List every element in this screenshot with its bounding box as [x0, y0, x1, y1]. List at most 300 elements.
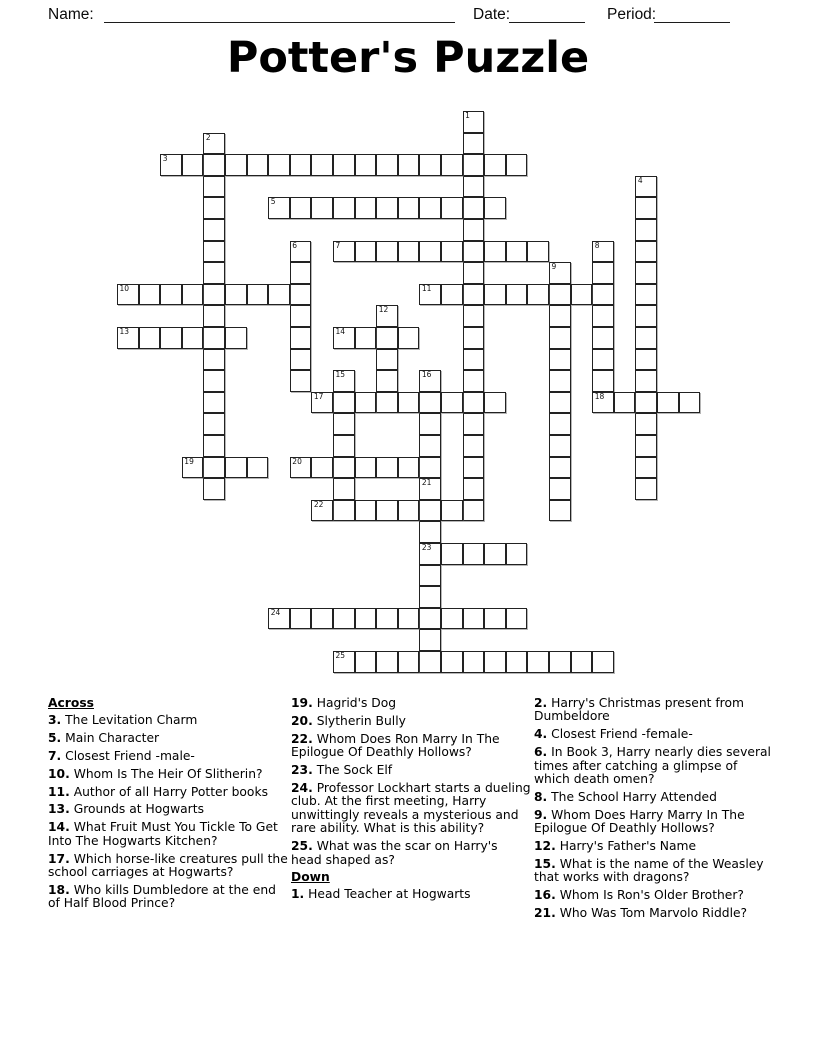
cell-number: 13 [119, 327, 130, 336]
crossword-cell [527, 284, 549, 306]
crossword-cell [463, 349, 485, 371]
clue-number: 25. [291, 839, 313, 854]
crossword-cell [290, 370, 312, 392]
clue-text: What is the name of the Weasley that works with dragons? [534, 857, 764, 885]
crossword-cell [419, 457, 441, 479]
crossword-cell [355, 500, 377, 522]
crossword-cell [376, 241, 398, 263]
crossword-cell [160, 327, 182, 349]
crossword-cell [290, 262, 312, 284]
crossword-cell [398, 197, 420, 219]
crossword-cell [549, 435, 571, 457]
crossword-cell [463, 133, 485, 155]
crossword-cell [376, 197, 398, 219]
clue-text: Author of all Harry Potter books [69, 784, 268, 799]
clue-8 [534, 791, 775, 804]
crossword-cell [203, 197, 225, 219]
crossword-cell [463, 651, 485, 673]
crossword-cell [203, 133, 225, 155]
cell-number: 11 [421, 283, 432, 293]
crossword-cell [635, 219, 657, 241]
crossword-cell [225, 154, 247, 176]
clue-text: Slytherin Bully [312, 713, 406, 728]
crossword-cell [203, 305, 225, 327]
clue-number: 21. [534, 906, 556, 921]
crossword-cell [441, 543, 463, 565]
crossword-cell [635, 457, 657, 479]
crossword-cell [419, 392, 441, 414]
crossword-cell [333, 370, 355, 392]
clue-18 [48, 884, 289, 911]
page-title: Potter's Puzzle [226, 33, 590, 83]
crossword-cell [463, 392, 485, 414]
crossword-cell [549, 457, 571, 479]
crossword-cell [290, 154, 312, 176]
period-blank-line [654, 6, 730, 23]
crossword-cell [333, 241, 355, 263]
crossword-cell [203, 176, 225, 198]
crossword-cell [311, 154, 333, 176]
cell-number: 1 [465, 111, 470, 120]
clue-12 [534, 840, 775, 853]
crossword-cell [506, 154, 528, 176]
crossword-cell [355, 241, 377, 263]
down-heading: Down [291, 870, 330, 885]
crossword-cell [592, 262, 614, 284]
crossword-cell [571, 284, 593, 306]
crossword-cell [333, 413, 355, 435]
clue-text: The School Harry Attended [547, 789, 717, 804]
clue-number: 24. [291, 781, 313, 796]
crossword-cell [419, 500, 441, 522]
clue-number: 17. [48, 851, 70, 866]
crossword-cell [549, 413, 571, 435]
crossword-cell [463, 370, 485, 392]
crossword-cell [419, 413, 441, 435]
crossword-cell [463, 327, 485, 349]
crossword-cell [419, 608, 441, 630]
crossword-cell [463, 219, 485, 241]
name-blank-line [104, 6, 455, 23]
crossword-cell [203, 349, 225, 371]
crossword-cell [635, 176, 657, 198]
crossword-cell [182, 457, 204, 479]
crossword-cell [355, 327, 377, 349]
crossword-cell [355, 651, 377, 673]
crossword-cell [290, 305, 312, 327]
clue-text: What was the scar on Harry's head shaped as? [291, 839, 498, 867]
crossword-cell [463, 197, 485, 219]
crossword-cell [463, 543, 485, 565]
crossword-cell [484, 392, 506, 414]
crossword-cell [376, 305, 398, 327]
crossword-cell [398, 500, 420, 522]
crossword-cell [463, 305, 485, 327]
crossword-cell [203, 327, 225, 349]
clue-text: Whom Does Harry Marry In The Epilogue Of Deathly Hollows? [534, 807, 745, 836]
clue-number: 23. [291, 763, 313, 778]
clue-number: 13. [48, 802, 70, 817]
crossword-cell [419, 241, 441, 263]
crossword-cell [571, 651, 593, 673]
name-label: Name: [48, 6, 94, 23]
cell-number: 19 [184, 456, 194, 466]
crossword-cell [333, 651, 355, 673]
cell-number: 15 [335, 370, 346, 380]
crossword-cell [635, 349, 657, 371]
across-heading: Across [48, 696, 94, 710]
crossword-cell [592, 305, 614, 327]
crossword-cell [592, 349, 614, 371]
crossword-cell [376, 370, 398, 392]
crossword-cell [203, 435, 225, 457]
clue-5 [48, 732, 289, 745]
crossword-cell [463, 176, 485, 198]
crossword-cell [635, 305, 657, 327]
crossword-cell [484, 543, 506, 565]
clue-text: Whom Does Ron Marry In The Epilogue Of Deathly Hollows? [291, 731, 500, 760]
clue-16 [534, 889, 775, 902]
crossword-cell [463, 435, 485, 457]
clue-text: In Book 3, Harry nearly dies several times after catching a glimpse of which death omen? [534, 745, 771, 787]
crossword-cell [376, 651, 398, 673]
crossword-cell [441, 241, 463, 263]
clue-text: The Levitation Charm [61, 712, 198, 727]
crossword-cell [203, 478, 225, 500]
crossword-grid [117, 111, 701, 673]
clue-text: Closest Friend -female- [547, 727, 693, 742]
crossword-cell [549, 305, 571, 327]
clue-text: Which horse-like creatures pull the school carriages at Hogwarts? [48, 851, 288, 880]
crossword-cell [268, 284, 290, 306]
clue-number: 16. [534, 888, 556, 903]
crossword-cell [311, 392, 333, 414]
crossword-cell [203, 241, 225, 263]
crossword-cell [506, 241, 528, 263]
clue-22 [291, 733, 532, 760]
crossword-cell [635, 197, 657, 219]
crossword-cell [419, 435, 441, 457]
crossword-cell [139, 327, 161, 349]
crossword-cell [419, 370, 441, 392]
crossword-cell [527, 651, 549, 673]
crossword-cell [463, 262, 485, 284]
crossword-cell [355, 457, 377, 479]
crossword-cell [333, 608, 355, 630]
crossword-cell [419, 629, 441, 651]
clue-20 [291, 715, 532, 728]
cell-number: 22 [313, 499, 324, 509]
clue-text: Hagrid's Dog [312, 696, 397, 710]
crossword-cell [549, 478, 571, 500]
crossword-cell [463, 457, 485, 479]
crossword-cell [679, 392, 701, 414]
clue-number: 3. [48, 712, 62, 727]
clue-text: Who kills Dumbledore at the end of Half Blood Prince? [48, 882, 276, 911]
clue-number: 12. [534, 839, 556, 854]
crossword-cell [419, 565, 441, 587]
clue-14 [48, 821, 289, 848]
crossword-cell [592, 327, 614, 349]
crossword-cell [398, 327, 420, 349]
crossword-cell [549, 651, 571, 673]
crossword-cell [290, 197, 312, 219]
clue-number: 18. [48, 882, 70, 897]
crossword-cell [419, 521, 441, 543]
crossword-cell [225, 457, 247, 479]
crossword-cell [484, 608, 506, 630]
crossword-cell [419, 651, 441, 673]
crossword-cell [419, 586, 441, 608]
crossword-cell [311, 608, 333, 630]
crossword-cell [419, 284, 441, 306]
crossword-cell [268, 154, 290, 176]
clue-1 [291, 888, 532, 901]
crossword-cell [333, 500, 355, 522]
cell-number: 14 [335, 327, 346, 336]
clue-number: 19. [291, 696, 313, 710]
crossword-cell [635, 435, 657, 457]
cell-number: 17 [313, 391, 324, 401]
cell-number: 2 [205, 132, 211, 142]
cell-number: 21 [421, 478, 432, 488]
crossword-cell [635, 392, 657, 414]
crossword-cell [635, 478, 657, 500]
crossword-cell [398, 154, 420, 176]
crossword-cell [333, 435, 355, 457]
clue-text: Professor Lockhart starts a dueling club. At the first meeting, Harry unwittingly reveals a mysterious and rare ability. What is this ability? [291, 781, 531, 836]
cell-number: 18 [594, 391, 605, 401]
crossword-cell [290, 284, 312, 306]
clue-17 [48, 853, 289, 880]
crossword-cell [376, 349, 398, 371]
clue-4 [534, 728, 775, 741]
crossword-cell [268, 608, 290, 630]
crossword-cell [376, 327, 398, 349]
crossword-cell [549, 370, 571, 392]
cell-number: 24 [270, 607, 281, 617]
crossword-cell [592, 284, 614, 306]
crossword-cell [203, 219, 225, 241]
clue-24 [291, 782, 532, 836]
crossword-cell [182, 154, 204, 176]
clue-text: Closest Friend -male- [61, 748, 195, 763]
crossword-cell [441, 500, 463, 522]
crossword-cell [527, 241, 549, 263]
crossword-cell [160, 154, 182, 176]
crossword-cell [117, 284, 139, 306]
cell-number: 10 [119, 283, 130, 293]
clue-25 [291, 840, 532, 867]
crossword-cell [635, 413, 657, 435]
crossword-cell [441, 154, 463, 176]
cell-number: 23 [421, 543, 432, 552]
clue-23 [291, 764, 532, 777]
period-label: Period: [607, 6, 657, 23]
clue-text: Grounds at Hogwarts [69, 802, 204, 817]
clue-7 [48, 750, 289, 763]
crossword-cell [247, 284, 269, 306]
crossword-cell [311, 197, 333, 219]
clue-number: 14. [48, 820, 70, 835]
crossword-cell [484, 154, 506, 176]
crossword-cell [441, 197, 463, 219]
crossword-cell [441, 392, 463, 414]
crossword-cell [355, 608, 377, 630]
crossword-cell [355, 154, 377, 176]
crossword-cell [592, 392, 614, 414]
clue-number: 1. [291, 887, 305, 902]
clue-number: 4. [534, 727, 548, 742]
clue-column [48, 697, 289, 915]
crossword-cell [225, 327, 247, 349]
crossword-cell [333, 197, 355, 219]
clue-13 [48, 803, 289, 816]
crossword-cell [549, 392, 571, 414]
crossword-cell [592, 370, 614, 392]
clue-9 [534, 809, 775, 836]
clue-text: Harry's Christmas present from Dumbeldore [534, 696, 744, 724]
clue-column [291, 697, 532, 906]
clue-number: 6. [534, 745, 548, 760]
clue-column [534, 697, 775, 925]
clue-text: Head Teacher at Hogwarts [304, 887, 471, 902]
cell-number: 3 [162, 154, 168, 164]
clue-number: 9. [534, 807, 548, 822]
cell-number: 6 [292, 240, 298, 250]
clue-15 [534, 858, 775, 885]
crossword-cell [182, 284, 204, 306]
crossword-cell [549, 262, 571, 284]
clue-3 [48, 714, 289, 727]
crossword-cell [463, 608, 485, 630]
crossword-cell [549, 349, 571, 371]
cell-number: 8 [594, 240, 600, 250]
clue-10 [48, 768, 289, 781]
clue-text: What Fruit Must You Tickle To Get Into The Hogwarts Kitchen? [48, 820, 278, 848]
crossword-cell [376, 154, 398, 176]
crossword-cell [441, 651, 463, 673]
crossword-cell [139, 284, 161, 306]
crossword-cell [592, 651, 614, 673]
crossword-cell [117, 327, 139, 349]
crossword-cell [635, 241, 657, 263]
crossword-cell [506, 651, 528, 673]
crossword-cell [614, 392, 636, 414]
crossword-cell [484, 284, 506, 306]
crossword-cell [225, 284, 247, 306]
crossword-cell [419, 154, 441, 176]
cell-number: 25 [335, 651, 346, 660]
crossword-cell [463, 413, 485, 435]
crossword-cell [333, 154, 355, 176]
crossword-cell [311, 457, 333, 479]
crossword-cell [398, 241, 420, 263]
crossword-cell [203, 154, 225, 176]
crossword-cell [398, 392, 420, 414]
crossword-cell [355, 392, 377, 414]
crossword-cell [203, 413, 225, 435]
crossword-cell [635, 370, 657, 392]
crossword-cell [268, 197, 290, 219]
clue-6 [534, 746, 775, 786]
crossword-cell [203, 457, 225, 479]
crossword-cell [376, 608, 398, 630]
crossword-cell [657, 392, 679, 414]
cell-number: 20 [292, 456, 302, 466]
crossword-cell [484, 241, 506, 263]
clue-19 [291, 697, 532, 710]
crossword-cell [484, 197, 506, 219]
crossword-cell [463, 478, 485, 500]
crossword-cell [506, 608, 528, 630]
cell-number: 9 [551, 262, 557, 272]
crossword-cell [506, 543, 528, 565]
clue-21 [534, 907, 775, 920]
crossword-cell [203, 262, 225, 284]
crossword-cell [203, 370, 225, 392]
crossword-cell [247, 457, 269, 479]
crossword-cell [247, 154, 269, 176]
crossword-cell [333, 478, 355, 500]
crossword-cell [635, 284, 657, 306]
clue-number: 22. [291, 731, 313, 746]
crossword-cell [484, 651, 506, 673]
crossword-cell [419, 478, 441, 500]
crossword-cell [333, 392, 355, 414]
crossword-cell [549, 327, 571, 349]
clue-11 [48, 786, 289, 799]
clue-text: Main Character [61, 730, 160, 745]
crossword-cell [592, 241, 614, 263]
crossword-cell [463, 154, 485, 176]
crossword-cell [463, 284, 485, 306]
clue-number: 10. [48, 766, 70, 781]
crossword-cell [203, 284, 225, 306]
crossword-cell [290, 457, 312, 479]
crossword-cell [463, 241, 485, 263]
crossword-cell [376, 457, 398, 479]
crossword-cell [549, 500, 571, 522]
clue-number: 11. [48, 784, 70, 799]
cell-number: 5 [270, 197, 276, 207]
crossword-cell [419, 543, 441, 565]
clue-text: Who Was Tom Marvolo Riddle? [555, 906, 748, 921]
clue-number: 20. [291, 713, 313, 728]
clue-number: 8. [534, 789, 548, 804]
crossword-cell [290, 327, 312, 349]
cell-number: 12 [378, 305, 389, 315]
crossword-cell [635, 262, 657, 284]
crossword-cell [635, 327, 657, 349]
crossword-cell [290, 349, 312, 371]
crossword-cell [506, 284, 528, 306]
date-label: Date: [473, 6, 511, 23]
crossword-cell [441, 284, 463, 306]
crossword-cell [333, 457, 355, 479]
clue-2 [534, 697, 775, 724]
clue-number: 15. [534, 857, 556, 872]
crossword-cell [398, 651, 420, 673]
crossword-cell [333, 327, 355, 349]
crossword-cell [398, 608, 420, 630]
crossword-cell [463, 500, 485, 522]
cell-number: 7 [335, 240, 341, 250]
clue-text: Whom Is Ron's Older Brother? [555, 888, 744, 903]
clue-text: Harry's Father's Name [555, 839, 697, 854]
clue-number: 2. [534, 696, 548, 710]
crossword-cell [182, 327, 204, 349]
